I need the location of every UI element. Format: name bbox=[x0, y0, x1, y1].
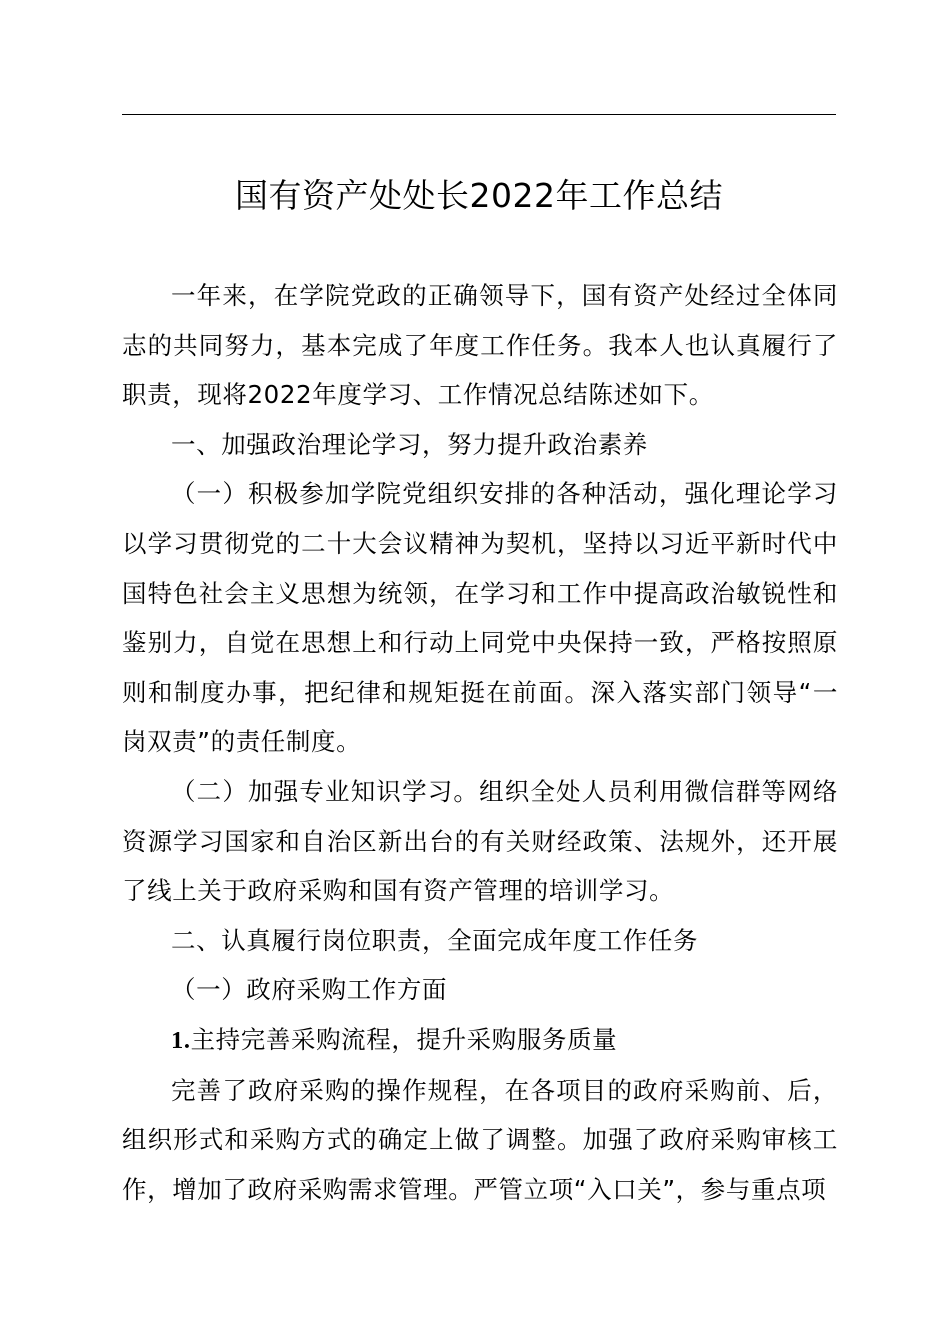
section-heading-2: 二、认真履行岗位职责，全面完成年度工作任务 bbox=[171, 925, 699, 955]
intro-paragraph: 一年来，在学院党政的正确领导下，国有资产处经过全体同志的共同努力，基本完成了年度工作任务。我本人也认真履行了职责，现将2022年度学习、工作情况总结陈述如下。 bbox=[122, 281, 838, 410]
numbered-subheading bbox=[122, 1015, 838, 1066]
subheading-text: 主持完善采购流程，提升采购服务质量 bbox=[190, 1024, 618, 1054]
subsection-paragraph-1-1: （一）积极参加学院党组织安排的各种活动，强化理论学习以学习贯彻党的二十大会议精神为契机，坚持以习近平新时代中国特色社会主义思想为统领，在学习和工作中提高政治敏锐性和鉴别力，自觉在思想上和行动上同党中央保持一致，严格按照原则和制度办事，把纪律和规矩挺在前面。深入落实部门领导“一岗双责”的责任制度。 bbox=[122, 479, 838, 757]
header-rule bbox=[122, 114, 836, 115]
procurement-paragraph: 完善了政府采购的操作规程，在各项目的政府采购前、后，组织形式和采购方式的确定上做了调整。加强了政府采购审核工作，增加了政府采购需求管理。严管立项“入口关”，参与重点项 bbox=[122, 1075, 838, 1204]
document-title: 国有资产处处长2022年工作总结 bbox=[235, 176, 723, 215]
subsection-heading-2-1: （一）政府采购工作方面 bbox=[171, 975, 448, 1005]
subheading-number: 1. bbox=[171, 1026, 191, 1054]
section-heading-1: 一、加强政治理论学习，努力提升政治素养 bbox=[171, 429, 648, 459]
document-body bbox=[122, 271, 838, 1214]
subsection-paragraph-1-2: （二）加强专业知识学习。组织全处人员利用微信群等网络资源学习国家和自治区新出台的有关财经政策、法规外，还开展了线上关于政府采购和国有资产管理的培训学习。 bbox=[122, 776, 838, 906]
